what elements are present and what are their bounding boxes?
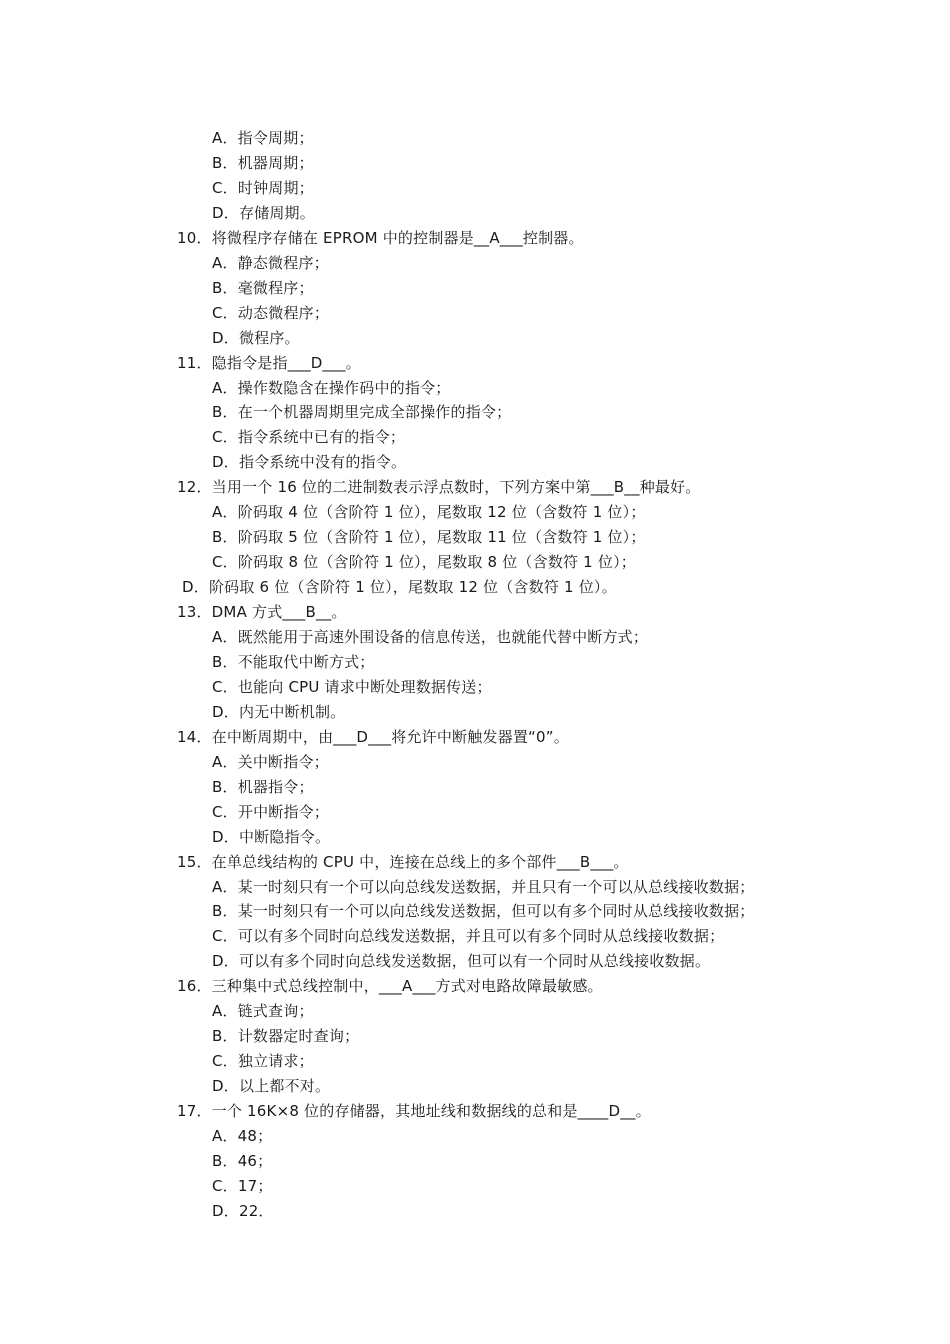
option-text: C．可以有多个同时向总线发送数据，并且可以有多个同时从总线接收数据； xyxy=(212,927,725,945)
option-text: D．内无中断机制。 xyxy=(212,703,346,721)
option-text: B．机器周期； xyxy=(212,154,314,172)
question-text: 11．隐指令是指___D___。 xyxy=(177,354,361,372)
question-text: 14．在中断周期中，由___D___将允许中断触发器置“0”。 xyxy=(177,728,569,746)
option-text: B．不能取代中断方式； xyxy=(212,653,375,671)
option-text: D．以上都不对。 xyxy=(212,1077,331,1095)
question-text: 12．当用一个 16 位的二进制数表示浮点数时，下列方案中第___B__种最好。 xyxy=(177,478,701,496)
option-text: C．时钟周期； xyxy=(212,179,314,197)
question-text: 13．DMA 方式___B__。 xyxy=(177,603,347,621)
option-text: A．操作数隐含在操作码中的指令； xyxy=(212,379,451,397)
option-text: C．阶码取 8 位（含阶符 1 位），尾数取 8 位（含数符 1 位）； xyxy=(212,553,636,571)
option-text: B．机器指令； xyxy=(212,778,314,796)
option-text: D．阶码取 6 位（含阶符 1 位），尾数取 12 位（含数符 1 位）。 xyxy=(182,578,617,596)
question-text: 10．将微程序存储在 EPROM 中的控制器是__A___控制器。 xyxy=(177,229,584,247)
option-text: D．中断隐指令。 xyxy=(212,828,331,846)
option-text: D．微程序。 xyxy=(212,329,300,347)
option-text: B．在一个机器周期里完成全部操作的指令； xyxy=(212,403,512,421)
option-text: C．也能向 CPU 请求中断处理数据传送； xyxy=(212,678,492,696)
option-text: A．指令周期； xyxy=(212,129,314,147)
option-text: A．静态微程序； xyxy=(212,254,329,272)
option-text: A．某一时刻只有一个可以向总线发送数据，并且只有一个可以从总线接收数据； xyxy=(212,878,755,896)
option-text: D．可以有多个同时向总线发送数据，但可以有一个同时从总线接收数据。 xyxy=(212,952,711,970)
option-text: D．指令系统中没有的指令。 xyxy=(212,453,407,471)
option-text: A．阶码取 4 位（含阶符 1 位），尾数取 12 位（含数符 1 位）； xyxy=(212,503,646,521)
option-text: B．46； xyxy=(212,1152,273,1170)
option-text: D．22． xyxy=(212,1202,274,1220)
option-text: A．链式查询； xyxy=(212,1002,314,1020)
question-text: 17．一个 16K×8 位的存储器，其地址线和数据线的总和是____D__。 xyxy=(177,1102,651,1120)
option-text: A．关中断指令； xyxy=(212,753,329,771)
option-text: D．存储周期。 xyxy=(212,204,315,222)
option-text: A．既然能用于高速外围设备的信息传送，也就能代替中断方式； xyxy=(212,628,649,646)
option-text: A．48； xyxy=(212,1127,273,1145)
option-text: B．毫微程序； xyxy=(212,279,314,297)
option-text: B．计数器定时查询； xyxy=(212,1027,360,1045)
option-text: C．独立请求； xyxy=(212,1052,314,1070)
question-text: 15．在单总线结构的 CPU 中，连接在总线上的多个部件___B___。 xyxy=(177,853,629,871)
option-text: C．指令系统中已有的指令； xyxy=(212,428,406,446)
option-text: C．17； xyxy=(212,1177,273,1195)
option-text: C．动态微程序； xyxy=(212,304,330,322)
option-text: B．阶码取 5 位（含阶符 1 位），尾数取 11 位（含数符 1 位）； xyxy=(212,528,646,546)
question-text: 16．三种集中式总线控制中，___A___方式对电路故障最敏感。 xyxy=(177,977,603,995)
option-text: B．某一时刻只有一个可以向总线发送数据，但可以有多个同时从总线接收数据； xyxy=(212,902,755,920)
option-text: C．开中断指令； xyxy=(212,803,330,821)
